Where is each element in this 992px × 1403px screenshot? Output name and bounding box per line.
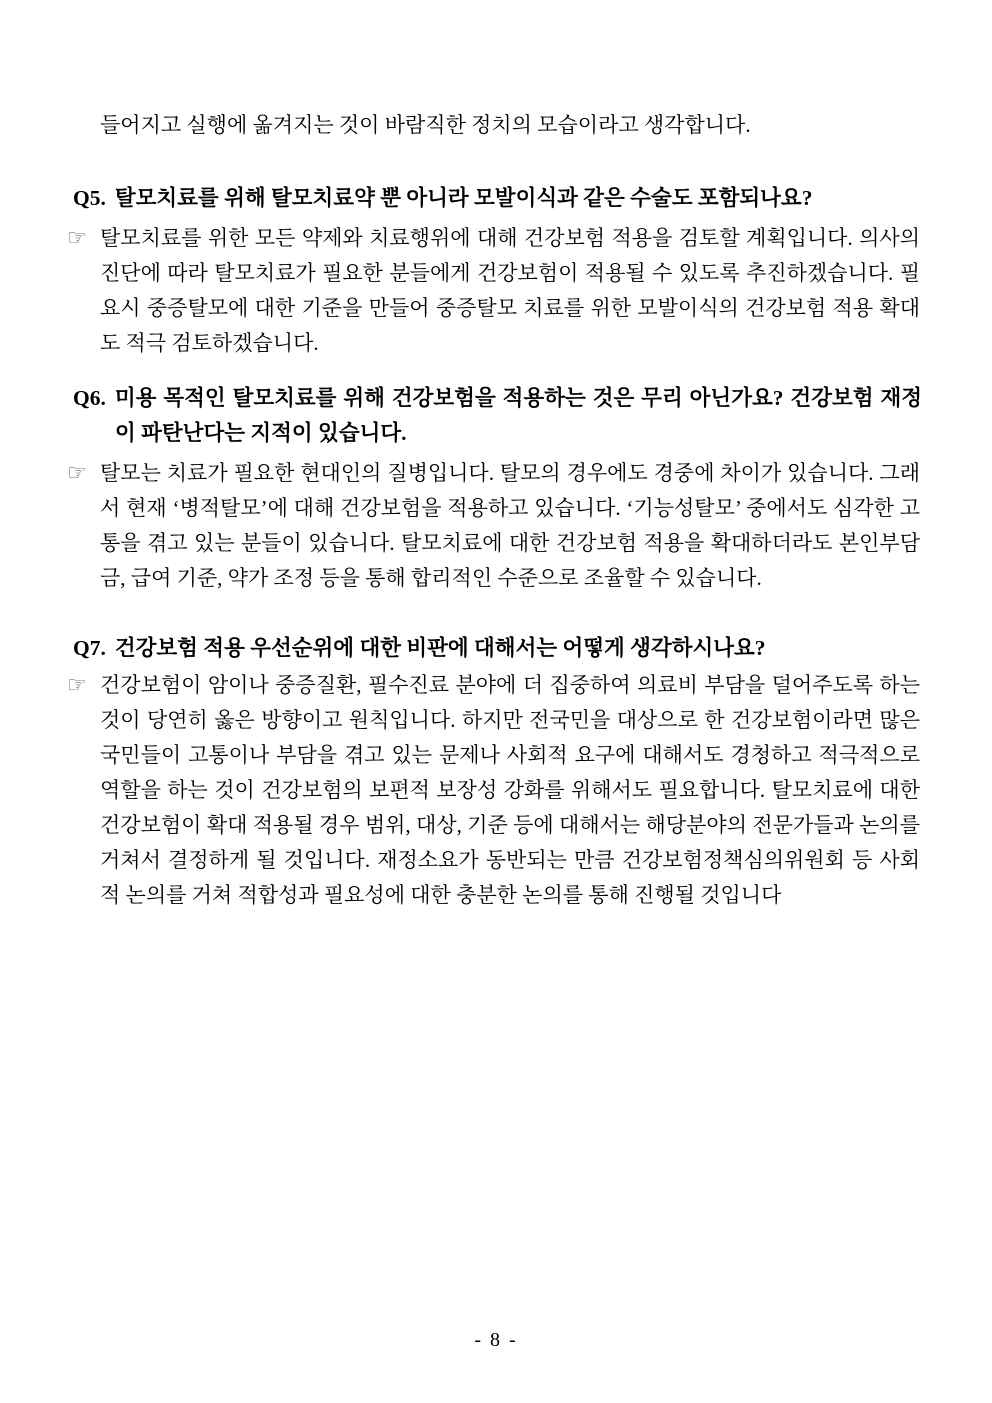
question-q7	[73, 631, 922, 666]
question-q7-number: Q7.	[73, 636, 106, 660]
answer-q6-text: 탈모는 치료가 필요한 현대인의 질병입니다. 탈모의 경우에도 경중에 차이가 있습니다. 그래서 현재 ‘병적탈모’에 대해 건강보험을 적용하고 있습니다. ‘기능성탈모’ 중에서도 심각한 고통을 겪고 있는 분들이 있습니다. 탈모치료에 대한 건강보험 적용을 확대하더라도 본인부담금, 급여 기준, 약가 조정 등을 통해 합리적인 수준으로 조율할 수 있습니다.	[100, 461, 920, 590]
question-q5-number: Q5.	[73, 186, 106, 210]
answer-q7	[67, 668, 920, 913]
question-q7-text: 건강보험 적용 우선순위에 대한 비판에 대해서는 어떻게 생각하시나요?	[114, 636, 766, 660]
question-q6-number: Q6.	[73, 386, 106, 410]
question-q6-text: 미용 목적인 탈모치료를 위해 건강보험을 적용하는 것은 무리 아닌가요? 건강보험 재정이 파탄난다는 지적이 있습니다.	[114, 386, 922, 445]
pointing-hand-icon: ☞	[67, 461, 87, 486]
question-q5	[73, 181, 922, 216]
question-q5-text: 탈모치료를 위해 탈모치료약 뿐 아니라 모발이식과 같은 수술도 포함되나요?	[114, 186, 813, 210]
answer-q5-text: 탈모치료를 위한 모든 약제와 치료행위에 대해 건강보험 적용을 검토할 계획입니다. 의사의 진단에 따라 탈모치료가 필요한 분들에게 건강보험이 적용될 수 있도록 추진하겠습니다. 필요시 중증탈모에 대한 기준을 만들어 중증탈모 치료를 위한 모발이식의 건강보험 적용 확대도 적극 검토하겠습니다.	[100, 226, 920, 355]
question-q6	[73, 381, 922, 451]
answer-q5	[67, 221, 920, 361]
page-number: - 8 -	[474, 1329, 518, 1351]
pointing-hand-icon: ☞	[67, 673, 87, 698]
answer-q7-text: 건강보험이 암이나 중증질환, 필수진료 분야에 더 집중하여 의료비 부담을 덜어주도록 하는 것이 당연히 옳은 방향이고 원칙입니다. 하지만 전국민을 대상으로 한 건강보험이라면 많은 국민들이 고통이나 부담을 겪고 있는 문제나 사회적 요구에 대해서도 경청하고 적극적으로 역할을 하는 것이 건강보험의 보편적 보장성 강화를 위해서도 필요합니다. 탈모치료에 대한 건강보험이 확대 적용될 경우 범위, 대상, 기준 등에 대해서는 해당분야의 전문가들과 논의를 거쳐서 결정하게 될 것입니다. 재정소요가 동반되는 만큼 건강보험정책심의위원회 등 사회적 논의를 거쳐 적합성과 필요성에 대한 충분한 논의를 통해 진행될 것입니다	[100, 673, 920, 907]
pointing-hand-icon: ☞	[67, 226, 87, 251]
continuation-paragraph: 들어지고 실행에 옮겨지는 것이 바람직한 정치의 모습이라고 생각합니다.	[100, 113, 751, 137]
answer-q6	[67, 456, 920, 596]
